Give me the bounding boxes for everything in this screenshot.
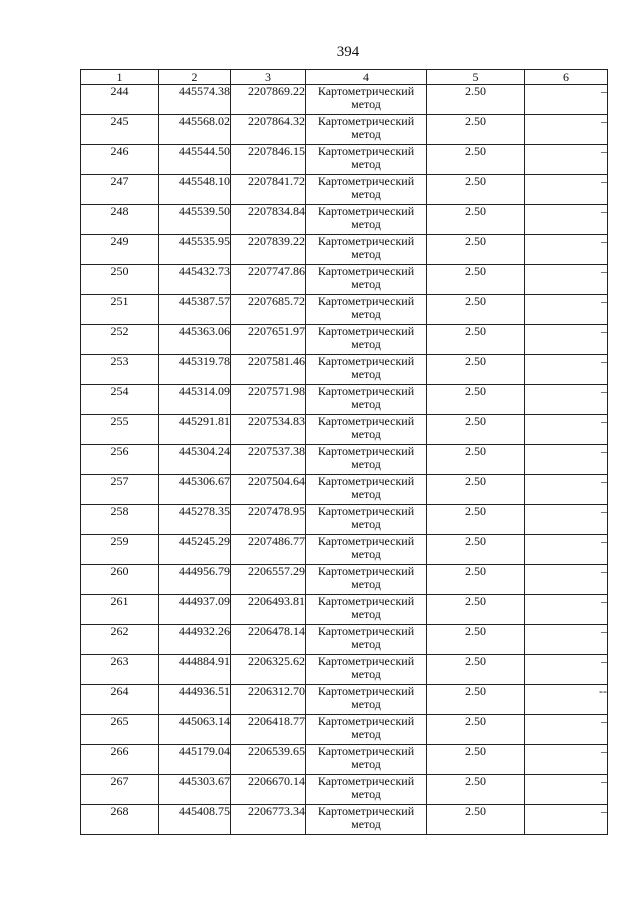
method-cell: Картометрический метод [306, 565, 427, 595]
accuracy-cell: 2.50 [427, 775, 525, 805]
column-header: 3 [231, 70, 306, 85]
point-number-cell: 255 [81, 415, 159, 445]
method-cell: Картометрический метод [306, 505, 427, 535]
y-coordinate-cell: 2207534.83 [231, 415, 306, 445]
table-row [81, 325, 608, 355]
x-coordinate-cell: 445535.95 [159, 235, 231, 265]
method-cell: Картометрический метод [306, 475, 427, 505]
coordinates-table [80, 69, 608, 835]
table-row [81, 85, 608, 115]
y-coordinate-cell: 2207864.32 [231, 115, 306, 145]
x-coordinate-cell: 445387.57 [159, 295, 231, 325]
accuracy-cell: 2.50 [427, 85, 525, 115]
point-number-cell: 258 [81, 505, 159, 535]
point-number-cell: 256 [81, 445, 159, 475]
x-coordinate-cell: 445574.38 [159, 85, 231, 115]
y-coordinate-cell: 2207581.46 [231, 355, 306, 385]
x-coordinate-cell: 445304.24 [159, 445, 231, 475]
note-cell: – [525, 475, 608, 505]
accuracy-cell: 2.50 [427, 805, 525, 835]
x-coordinate-cell: 445063.14 [159, 715, 231, 745]
accuracy-cell: 2.50 [427, 625, 525, 655]
x-coordinate-cell: 445278.35 [159, 505, 231, 535]
point-number-cell: 245 [81, 115, 159, 145]
method-cell: Картометрический метод [306, 775, 427, 805]
method-cell: Картометрический метод [306, 205, 427, 235]
note-cell: – [525, 325, 608, 355]
table-row [81, 475, 608, 505]
x-coordinate-cell: 445291.81 [159, 415, 231, 445]
note-cell: – [525, 595, 608, 625]
accuracy-cell: 2.50 [427, 115, 525, 145]
point-number-cell: 251 [81, 295, 159, 325]
y-coordinate-cell: 2206670.14 [231, 775, 306, 805]
y-coordinate-cell: 2207841.72 [231, 175, 306, 205]
point-number-cell: 261 [81, 595, 159, 625]
point-number-cell: 257 [81, 475, 159, 505]
x-coordinate-cell: 445548.10 [159, 175, 231, 205]
point-number-cell: 244 [81, 85, 159, 115]
point-number-cell: 264 [81, 685, 159, 715]
note-cell: – [525, 505, 608, 535]
table-row [81, 145, 608, 175]
method-cell: Картометрический метод [306, 805, 427, 835]
table-row [81, 115, 608, 145]
note-cell: – [525, 295, 608, 325]
y-coordinate-cell: 2207486.77 [231, 535, 306, 565]
note-cell: – [525, 445, 608, 475]
accuracy-cell: 2.50 [427, 235, 525, 265]
note-cell: – [525, 655, 608, 685]
accuracy-cell: 2.50 [427, 595, 525, 625]
y-coordinate-cell: 2207504.64 [231, 475, 306, 505]
method-cell: Картометрический метод [306, 685, 427, 715]
y-coordinate-cell: 2207869.22 [231, 85, 306, 115]
point-number-cell: 250 [81, 265, 159, 295]
accuracy-cell: 2.50 [427, 415, 525, 445]
method-cell: Картометрический метод [306, 85, 427, 115]
point-number-cell: 246 [81, 145, 159, 175]
y-coordinate-cell: 2207685.72 [231, 295, 306, 325]
x-coordinate-cell: 445303.67 [159, 775, 231, 805]
method-cell: Картометрический метод [306, 595, 427, 625]
table-row [81, 415, 608, 445]
point-number-cell: 249 [81, 235, 159, 265]
table-row [81, 625, 608, 655]
x-coordinate-cell: 445306.67 [159, 475, 231, 505]
x-coordinate-cell: 444884.91 [159, 655, 231, 685]
x-coordinate-cell: 445245.29 [159, 535, 231, 565]
point-number-cell: 266 [81, 745, 159, 775]
point-number-cell: 263 [81, 655, 159, 685]
method-cell: Картометрический метод [306, 535, 427, 565]
note-cell: – [525, 385, 608, 415]
x-coordinate-cell: 445319.78 [159, 355, 231, 385]
table-row [81, 445, 608, 475]
y-coordinate-cell: 2206493.81 [231, 595, 306, 625]
method-cell: Картометрический метод [306, 625, 427, 655]
column-header: 1 [81, 70, 159, 85]
y-coordinate-cell: 2206418.77 [231, 715, 306, 745]
accuracy-cell: 2.50 [427, 385, 525, 415]
y-coordinate-cell: 2206539.65 [231, 745, 306, 775]
note-cell: – [525, 205, 608, 235]
x-coordinate-cell: 444956.79 [159, 565, 231, 595]
note-cell: – [525, 85, 608, 115]
x-coordinate-cell: 445363.06 [159, 325, 231, 355]
x-coordinate-cell: 445408.75 [159, 805, 231, 835]
accuracy-cell: 2.50 [427, 505, 525, 535]
table-row [81, 205, 608, 235]
point-number-cell: 265 [81, 715, 159, 745]
note-cell: – [525, 415, 608, 445]
point-number-cell: 252 [81, 325, 159, 355]
note-cell: – [525, 265, 608, 295]
x-coordinate-cell: 445432.73 [159, 265, 231, 295]
y-coordinate-cell: 2206478.14 [231, 625, 306, 655]
x-coordinate-cell: 445179.04 [159, 745, 231, 775]
table-row [81, 805, 608, 835]
table-row [81, 655, 608, 685]
x-coordinate-cell: 444937.09 [159, 595, 231, 625]
y-coordinate-cell: 2207651.97 [231, 325, 306, 355]
y-coordinate-cell: 2207571.98 [231, 385, 306, 415]
accuracy-cell: 2.50 [427, 355, 525, 385]
y-coordinate-cell: 2206773.34 [231, 805, 306, 835]
accuracy-cell: 2.50 [427, 295, 525, 325]
y-coordinate-cell: 2206557.29 [231, 565, 306, 595]
method-cell: Картометрический метод [306, 145, 427, 175]
point-number-cell: 259 [81, 535, 159, 565]
accuracy-cell: 2.50 [427, 175, 525, 205]
method-cell: Картометрический метод [306, 415, 427, 445]
accuracy-cell: 2.50 [427, 565, 525, 595]
table-row [81, 775, 608, 805]
accuracy-cell: 2.50 [427, 475, 525, 505]
y-coordinate-cell: 2207747.86 [231, 265, 306, 295]
table-row [81, 595, 608, 625]
note-cell: – [525, 175, 608, 205]
accuracy-cell: 2.50 [427, 445, 525, 475]
x-coordinate-cell: 444932.26 [159, 625, 231, 655]
note-cell: – [525, 535, 608, 565]
table-row [81, 295, 608, 325]
x-coordinate-cell: 445539.50 [159, 205, 231, 235]
x-coordinate-cell: 444936.51 [159, 685, 231, 715]
table-row [81, 685, 608, 715]
note-cell: – [525, 745, 608, 775]
method-cell: Картометрический метод [306, 745, 427, 775]
method-cell: Картометрический метод [306, 655, 427, 685]
accuracy-cell: 2.50 [427, 685, 525, 715]
point-number-cell: 267 [81, 775, 159, 805]
point-number-cell: 247 [81, 175, 159, 205]
y-coordinate-cell: 2207834.84 [231, 205, 306, 235]
note-cell: -- [525, 685, 608, 715]
note-cell: – [525, 565, 608, 595]
point-number-cell: 262 [81, 625, 159, 655]
table-row [81, 355, 608, 385]
table-row [81, 535, 608, 565]
accuracy-cell: 2.50 [427, 205, 525, 235]
table-row [81, 175, 608, 205]
y-coordinate-cell: 2206312.70 [231, 685, 306, 715]
y-coordinate-cell: 2207846.15 [231, 145, 306, 175]
note-cell: – [525, 355, 608, 385]
point-number-cell: 260 [81, 565, 159, 595]
accuracy-cell: 2.50 [427, 655, 525, 685]
y-coordinate-cell: 2207537.38 [231, 445, 306, 475]
point-number-cell: 253 [81, 355, 159, 385]
accuracy-cell: 2.50 [427, 265, 525, 295]
table-row [81, 745, 608, 775]
note-cell: – [525, 625, 608, 655]
x-coordinate-cell: 445544.50 [159, 145, 231, 175]
page-number: 394 [336, 44, 360, 60]
note-cell: – [525, 145, 608, 175]
note-cell: – [525, 235, 608, 265]
method-cell: Картометрический метод [306, 295, 427, 325]
note-cell: – [525, 775, 608, 805]
column-header: 5 [427, 70, 525, 85]
y-coordinate-cell: 2207478.95 [231, 505, 306, 535]
x-coordinate-cell: 445314.09 [159, 385, 231, 415]
method-cell: Картометрический метод [306, 175, 427, 205]
note-cell: – [525, 805, 608, 835]
method-cell: Картометрический метод [306, 715, 427, 745]
y-coordinate-cell: 2207839.22 [231, 235, 306, 265]
method-cell: Картометрический метод [306, 445, 427, 475]
accuracy-cell: 2.50 [427, 325, 525, 355]
note-cell: – [525, 115, 608, 145]
column-header: 4 [306, 70, 427, 85]
table-row [81, 505, 608, 535]
method-cell: Картометрический метод [306, 265, 427, 295]
column-header: 2 [159, 70, 231, 85]
point-number-cell: 254 [81, 385, 159, 415]
x-coordinate-cell: 445568.02 [159, 115, 231, 145]
note-cell: – [525, 715, 608, 745]
method-cell: Картометрический метод [306, 115, 427, 145]
column-header: 6 [525, 70, 608, 85]
point-number-cell: 248 [81, 205, 159, 235]
method-cell: Картометрический метод [306, 325, 427, 355]
method-cell: Картометрический метод [306, 385, 427, 415]
accuracy-cell: 2.50 [427, 145, 525, 175]
table-header-row [81, 70, 608, 85]
accuracy-cell: 2.50 [427, 715, 525, 745]
table-row [81, 265, 608, 295]
accuracy-cell: 2.50 [427, 745, 525, 775]
y-coordinate-cell: 2206325.62 [231, 655, 306, 685]
point-number-cell: 268 [81, 805, 159, 835]
method-cell: Картометрический метод [306, 355, 427, 385]
table-row [81, 565, 608, 595]
table-body [81, 85, 608, 835]
table-row [81, 235, 608, 265]
accuracy-cell: 2.50 [427, 535, 525, 565]
table-row [81, 715, 608, 745]
table-row [81, 385, 608, 415]
method-cell: Картометрический метод [306, 235, 427, 265]
